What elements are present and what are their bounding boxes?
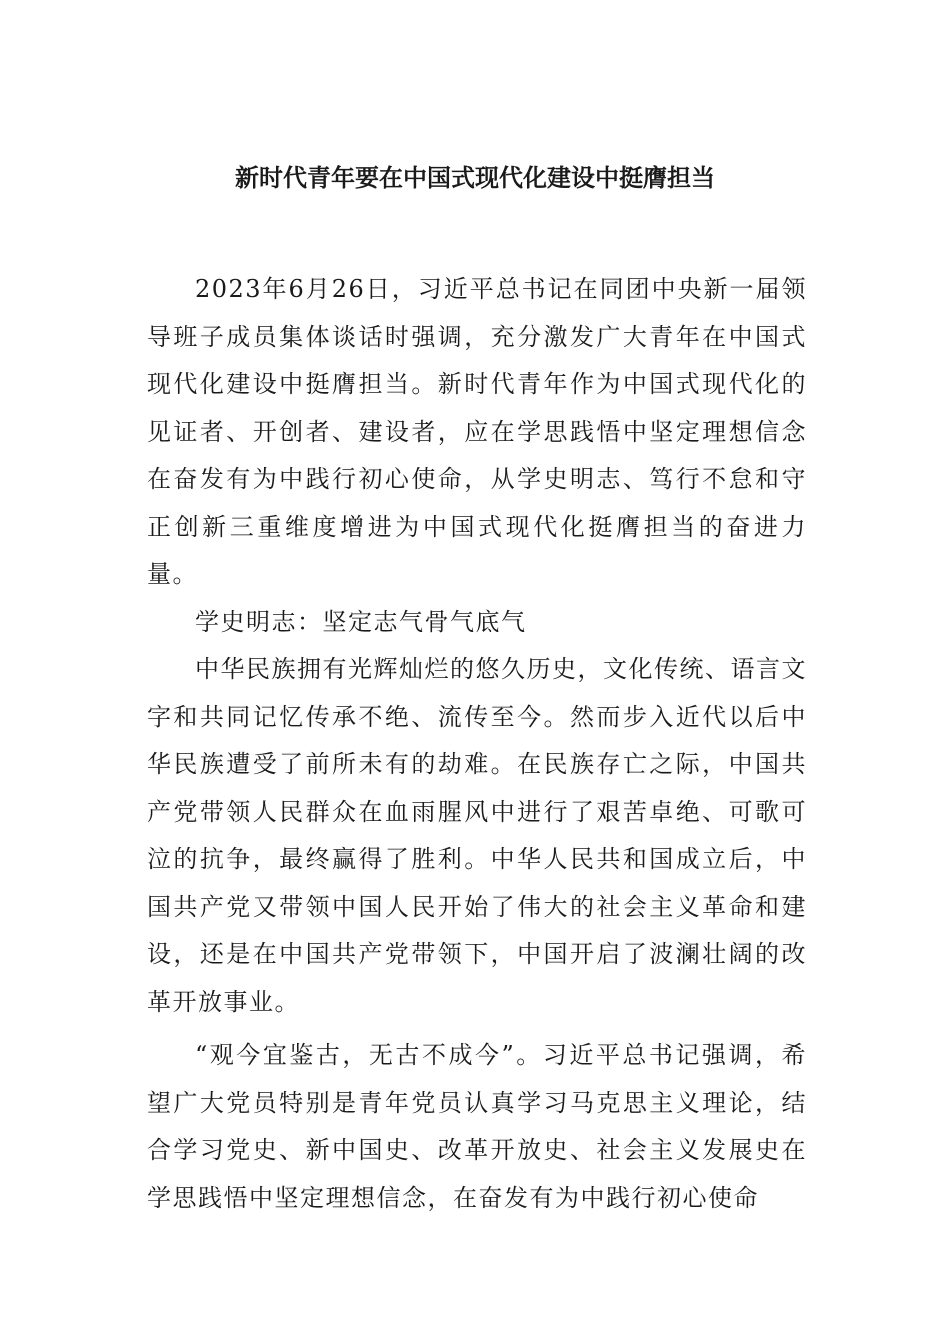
document-body bbox=[147, 266, 807, 1222]
paragraph-history: 中华民族拥有光辉灿烂的悠久历史，文化传统、语言文字和共同记忆传承不绝、流传至今。然而步入近代以后中华民族遭受了前所未有的劫难。在民族存亡之际，中国共产党带领人民群众在血雨腥风中进行了艰苦卓绝、可歌可泣的抗争，最终赢得了胜利。中华人民共和国成立后，中国共产党又带领中国人民开始了伟大的社会主义革命和建设，还是在中国共产党带领下，中国开启了波澜壮阔的改革开放事业。 bbox=[147, 655, 807, 1016]
paragraph-quote: “观今宜鉴古，无古不成今”。习近平总书记强调，希望广大党员特别是青年党员认真学习马克思主义理论，结合学习党史、新中国史、改革开放史、社会主义发展史在学思践悟中坚定理想信念，在奋发有为中践行初心使命 bbox=[147, 1041, 807, 1212]
document-title: 新时代青年要在中国式现代化建设中挺膺担当 bbox=[235, 164, 715, 192]
paragraph-intro: 2023年6月26日，习近平总书记在同团中央新一届领导班子成员集体谈话时强调，充分激发广大青年在中国式现代化建设中挺膺担当。新时代青年作为中国式现代化的见证者、开创者、建设者，应在学思践悟中坚定理想信念在奋发有为中践行初心使命，从学史明志、笃行不怠和守正创新三重维度增进为中国式现代化挺膺担当的奋进力量。 bbox=[147, 275, 807, 588]
section-heading: 学史明志：坚定志气骨气底气 bbox=[195, 607, 527, 636]
